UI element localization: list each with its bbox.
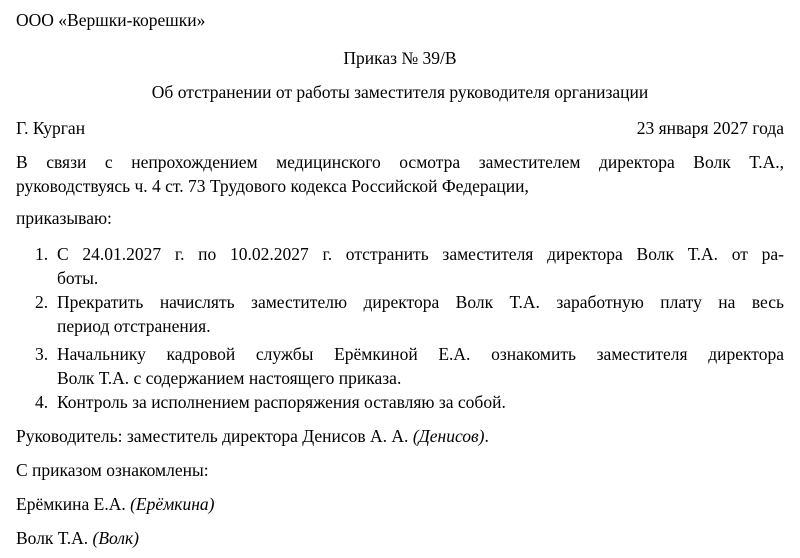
signature-text: Руководитель: заместитель директора Денисов А. А. <box>16 426 409 446</box>
list-item-continuation: период отстранения. <box>57 316 211 336</box>
acquainted-person <box>16 492 215 516</box>
person-name: Ерёмкина Е.А. <box>16 494 126 514</box>
list-item-text: Начальнику кадровой службы Ерёмкиной Е.А. ознакомить заместителя директора <box>57 344 784 364</box>
preamble-line-1: В связи с непрохождением медицинского осмотра заместителем директора Волк Т.А., <box>16 152 784 172</box>
person-signature: (Волк) <box>92 528 139 548</box>
order-title: Об отстранении от работы заместителя руководителя организации <box>151 82 649 102</box>
order-word: приказываю: <box>16 208 112 228</box>
list-item <box>35 242 784 266</box>
list-item-number: 4. <box>35 392 49 412</box>
acquainted-person <box>16 526 139 550</box>
order-date: 23 января 2027 года <box>636 118 784 138</box>
list-item-text: С 24.01.2027 г. по 10.02.2027 г. отстранить заместителя директора Волк Т.А. от ра- <box>57 244 784 264</box>
person-signature: (Ерёмкина) <box>130 494 215 514</box>
list-item-text: Прекратить начислять заместителю директора Волк Т.А. заработную плату на весь <box>57 292 784 312</box>
signature-line <box>16 424 489 448</box>
order-city: Г. Курган <box>16 118 86 138</box>
list-item <box>35 390 506 414</box>
acquainted-heading: С приказом ознакомлены: <box>16 460 209 480</box>
order-number: Приказ № 39/В <box>343 48 457 68</box>
signature-handwritten: (Денисов) <box>412 426 485 446</box>
list-item-number: 2. <box>35 292 49 312</box>
list-item <box>35 342 784 366</box>
signature-end: . <box>484 426 489 446</box>
list-item-number: 1. <box>35 244 49 264</box>
list-item-continuation: Волк Т.А. с содержанием настоящего приказа. <box>57 368 402 388</box>
person-name: Волк Т.А. <box>16 528 89 548</box>
preamble-line-2: руководствуясь ч. 4 ст. 73 Трудового кодекса Российской Федерации, <box>16 176 529 196</box>
list-item <box>35 290 784 314</box>
list-item-number: 3. <box>35 344 49 364</box>
list-item-continuation: боты. <box>57 268 99 288</box>
list-item-text: Контроль за исполнением распоряжения оставляю за собой. <box>57 392 506 412</box>
organization-name: ООО «Вершки-корешки» <box>16 10 206 30</box>
